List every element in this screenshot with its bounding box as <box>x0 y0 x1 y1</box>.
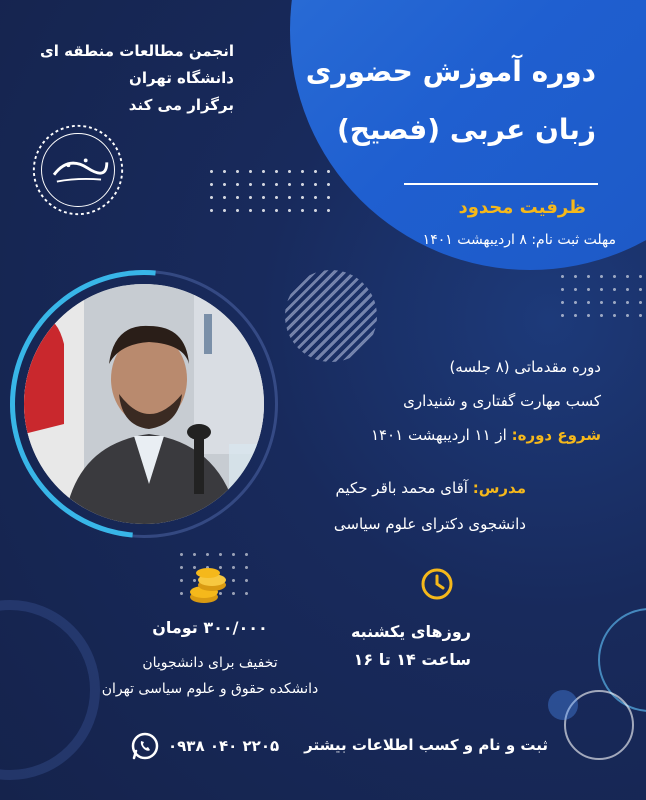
course-start-value: از ۱۱ اردیبهشت ۱۴۰۱ <box>370 426 512 444</box>
teacher-name-row <box>334 470 526 506</box>
organizer-line3: برگزار می کند <box>128 96 234 114</box>
course-title-line2: زبان عربی (فصیح) <box>336 113 596 146</box>
registration-deadline: مهلت ثبت نام: ۸ اردیبهشت ۱۴۰۱ <box>422 232 616 248</box>
decorative-circle <box>548 690 578 720</box>
dot-grid <box>556 270 646 322</box>
discount-info <box>80 650 340 702</box>
discount-line1: تخفیف برای دانشجویان <box>142 655 278 671</box>
schedule-info <box>351 618 471 674</box>
teacher-info <box>334 470 526 542</box>
schedule-days: روزهای یکشنبه <box>350 622 471 641</box>
coins-icon <box>186 563 230 607</box>
organizer-text <box>40 38 234 119</box>
register-text: ثبت و نام و کسب اطلاعات بیشتر <box>304 736 548 754</box>
association-logo <box>30 122 126 218</box>
organizer-line2: دانشگاه تهران <box>129 69 234 87</box>
teacher-title: دانشجوی دکترای علوم سیاسی <box>333 515 526 533</box>
course-skills: کسب مهارت گفتاری و شنیداری <box>403 392 601 410</box>
course-start <box>371 418 601 452</box>
teacher-photo-illustration <box>24 284 264 524</box>
schedule-hours: ساعت ۱۴ تا ۱۶ <box>353 650 471 669</box>
price: ۳۰۰/۰۰۰ تومان <box>152 618 268 637</box>
capacity-notice: ظرفیت محدود <box>458 197 586 218</box>
title-divider <box>404 183 598 185</box>
discount-line2: دانشکده حقوق و علوم سیاسی تهران <box>101 681 319 697</box>
course-title-line1: دوره آموزش حضوری <box>305 55 596 88</box>
teacher-name: آقای محمد باقر حکیم <box>335 479 473 497</box>
clock-icon <box>420 567 454 601</box>
course-details <box>371 350 601 452</box>
organizer-line1: انجمن مطالعات منطقه ای <box>40 42 234 60</box>
teacher-photo <box>24 284 264 524</box>
teacher-label: مدرس: <box>472 479 526 497</box>
course-start-label: شروع دوره: <box>511 426 601 444</box>
phone-number[interactable]: ۰۹۳۸ ۰۴۰ ۲۲۰۵ <box>168 737 280 755</box>
dot-grid <box>205 165 335 217</box>
course-level: دوره مقدماتی (۸ جلسه) <box>449 358 601 376</box>
striped-circle <box>285 270 377 362</box>
whatsapp-icon[interactable] <box>130 731 160 761</box>
